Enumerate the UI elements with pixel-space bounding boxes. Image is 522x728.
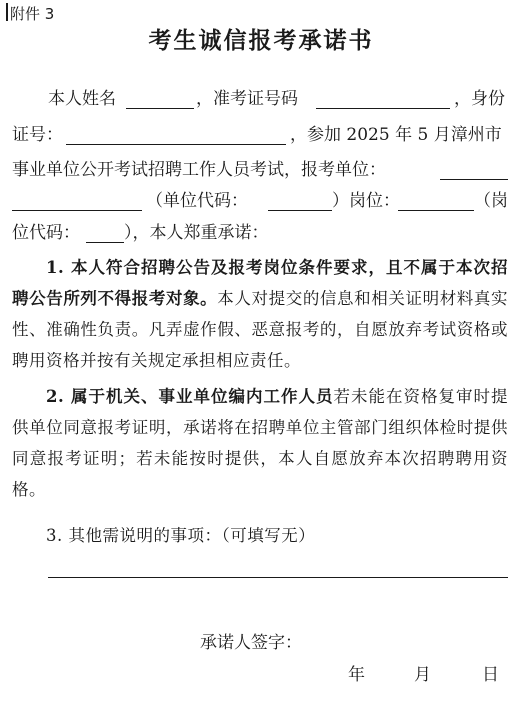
date-month-label: 月 <box>414 665 431 685</box>
promise-text: ），本人郑重承诺： <box>124 223 269 243</box>
unit-code-label: （单位代码： <box>146 191 248 211</box>
id-number-field[interactable] <box>66 144 286 145</box>
exam-number-field[interactable] <box>316 108 450 109</box>
clause-2-text: 若未能在资格复审时提供单位同意报考证明，承诺将在招聘单位主管部门组织体检时提供同意报考证明；若未能按时提供，本人自愿放弃本次招聘聘用资格。 <box>12 387 508 499</box>
clause-1-text: 本人对提交的信息和相关证明材料真实性、准确性负责。凡弄虚作假、恶意报考的，自愿放弃考试资格或聘用资格并按有关规定承担相应责任。 <box>12 289 509 370</box>
clause-3: 3. 其他需说明的事项：（可填写无） <box>46 526 316 545</box>
clause-2-bold: 2. 属于机关、事业单位编内工作人员 <box>46 387 334 406</box>
exam-number-label: ，准考证号码 <box>196 89 298 109</box>
name-field[interactable] <box>126 108 194 109</box>
date-day-label: 日 <box>482 665 499 685</box>
unit-field-part2[interactable] <box>12 210 142 211</box>
unit-code-field[interactable] <box>268 210 332 211</box>
signature-label: 承诺人签字： <box>200 633 302 653</box>
exam-text: 事业单位公开考试招聘工作人员考试，报考单位： <box>12 160 386 180</box>
participate-text: ，参加 2025 年 5 月漳州市 <box>290 125 502 145</box>
unit-field-part1[interactable] <box>440 179 508 180</box>
post-code-label-part2: 位代码： <box>12 223 80 243</box>
id-label-part2: 证号： <box>12 125 63 145</box>
other-matters-field[interactable] <box>48 577 508 578</box>
clause-1 <box>12 252 508 376</box>
clause-2 <box>12 381 508 505</box>
document-title: 考生诚信报考承诺书 <box>148 28 374 54</box>
clause-1-bold: 1. 本人符合招聘公告及报考岗位条件要求，且不属于本次招聘公告所列不得报考对象。 <box>12 258 508 308</box>
post-code-field[interactable] <box>86 242 124 243</box>
post-label: ）岗位： <box>332 191 400 211</box>
attachment-marker <box>6 3 8 21</box>
attachment-label: 附件 3 <box>10 5 55 23</box>
post-code-label-part1: （岗 <box>474 191 508 211</box>
post-field[interactable] <box>398 210 474 211</box>
id-label-part1: ，身份 <box>454 89 505 109</box>
date-year-label: 年 <box>348 665 365 685</box>
name-label: 本人姓名 <box>48 89 116 109</box>
